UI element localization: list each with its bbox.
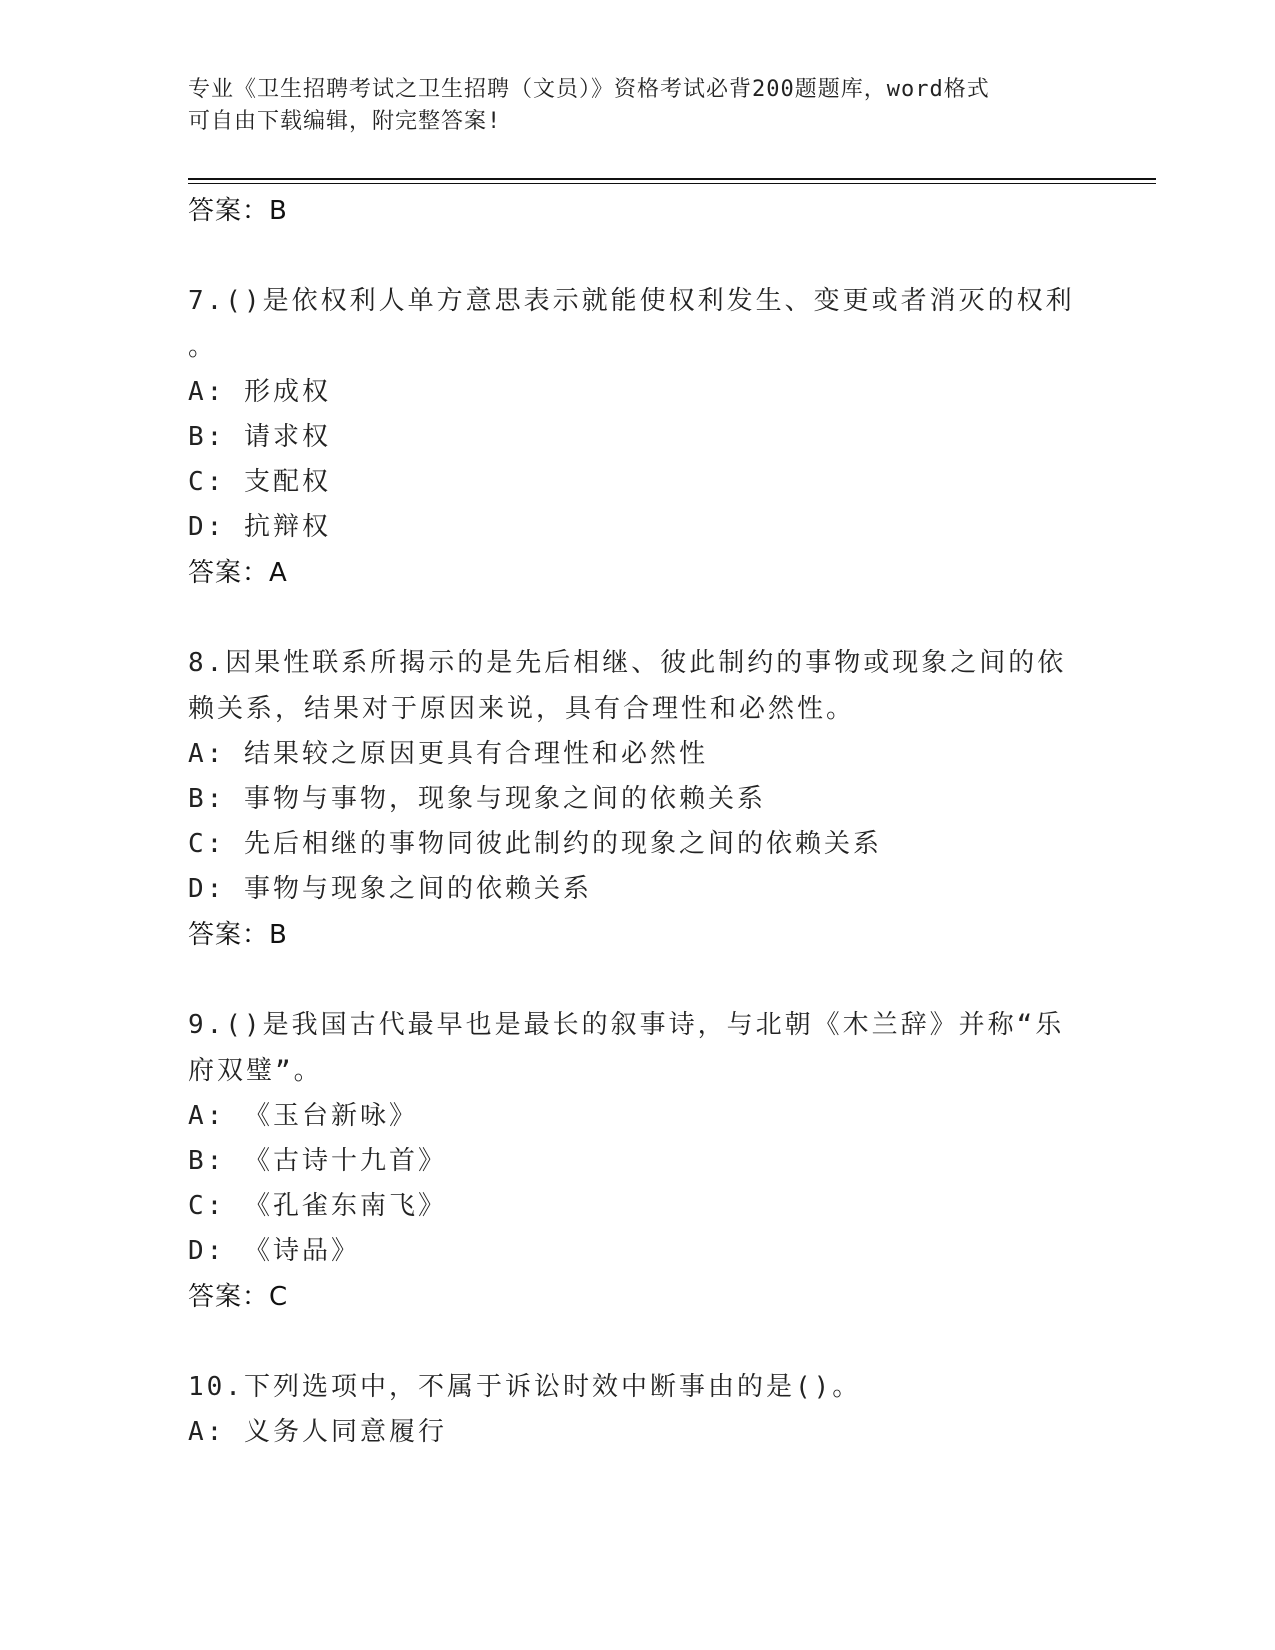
- option-d: D: 事物与现象之间的依赖关系: [188, 874, 592, 904]
- answer-8: 答案：B: [188, 920, 288, 950]
- option-a: A: 义务人同意履行: [188, 1417, 447, 1447]
- question-stem-line: 赖关系，结果对于原因来说，具有合理性和必然性。: [188, 694, 856, 724]
- header-line-1: 专业《卫生招聘考试之卫生招聘（文员）》资格考试必背200题题库，word格式: [188, 77, 990, 102]
- option-b: B: 请求权: [188, 422, 331, 452]
- document-header: [188, 74, 1068, 138]
- option-c: C: 支配权: [188, 467, 331, 497]
- answer-9: 答案：C: [188, 1282, 289, 1312]
- question-7: [188, 278, 1088, 370]
- question-8: [188, 640, 1088, 732]
- question-stem-line: 9.()是我国古代最早也是最长的叙事诗，与北朝《木兰辞》并称“乐: [188, 1010, 1065, 1040]
- question-stem-line: 府双璧”。: [188, 1056, 323, 1086]
- question-10: [188, 1364, 1088, 1410]
- question-stem-line: 。: [188, 332, 218, 362]
- option-b: B: 事物与事物，现象与现象之间的依赖关系: [188, 784, 766, 814]
- question-stem-line: 8.因果性联系所揭示的是先后相继、彼此制约的事物或现象之间的依: [188, 648, 1067, 678]
- option-c: C: 先后相继的事物同彼此制约的现象之间的依赖关系: [188, 829, 882, 859]
- option-b: B: 《古诗十九首》: [188, 1146, 447, 1176]
- header-line-2: 可自由下载编辑，附完整答案!: [188, 109, 502, 134]
- question-stem-line: 10.下列选项中，不属于诉讼时效中断事由的是()。: [188, 1372, 862, 1402]
- question-stem-line: 7.()是依权利人单方意思表示就能使权利发生、变更或者消灭的权利: [188, 286, 1075, 316]
- option-a: A: 《玉台新咏》: [188, 1101, 418, 1131]
- previous-answer: 答案：B: [188, 196, 288, 226]
- question-9: [188, 1002, 1088, 1094]
- option-a: A: 形成权: [188, 377, 331, 407]
- answer-7: 答案：A: [188, 558, 288, 588]
- option-d: D: 《诗品》: [188, 1236, 360, 1266]
- question-list: [188, 188, 1088, 1455]
- header-divider-thick: [188, 178, 1156, 180]
- option-c: C: 《孔雀东南飞》: [188, 1191, 447, 1221]
- header-divider-thin: [188, 183, 1156, 184]
- option-a: A: 结果较之原因更具有合理性和必然性: [188, 739, 708, 769]
- option-d: D: 抗辩权: [188, 512, 331, 542]
